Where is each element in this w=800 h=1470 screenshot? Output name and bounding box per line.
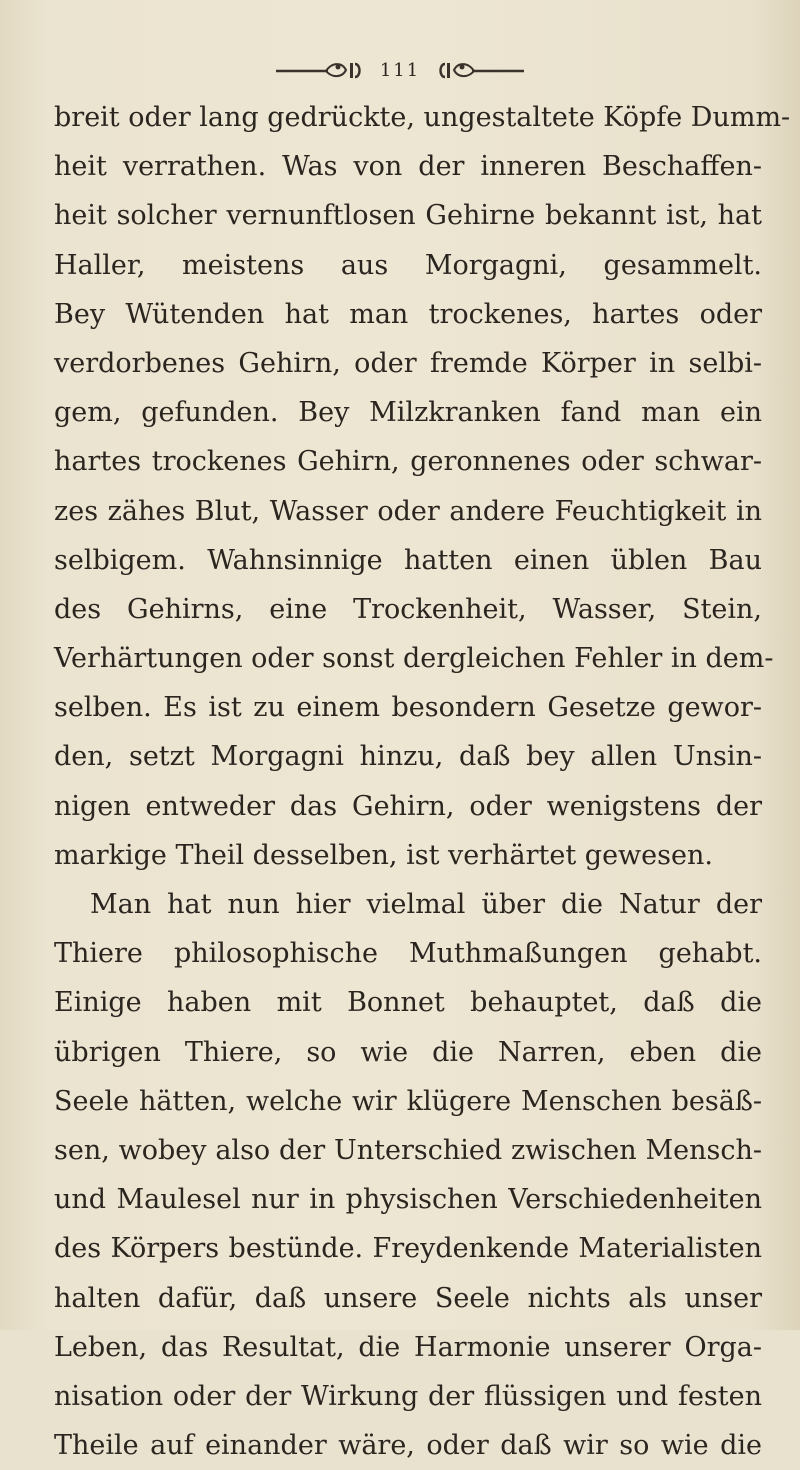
text-line: hartes trockenes Gehirn, geronnenes oder schwar- [54, 446, 762, 478]
page-header [0, 40, 800, 100]
text-line: halten dafür, daß unsere Seele nichts als unser [54, 1282, 762, 1314]
text-line: des Gehirns, eine Trockenheit, Wasser, Stein, [54, 593, 762, 625]
text-line: Verhärtungen oder sonst dergleichen Fehler in dem- [54, 643, 774, 675]
text-line: heit verrathen. Was von der inneren Beschaffen- [54, 151, 762, 183]
text-line: heit solcher vernunftlosen Gehirne bekannt ist, hat [54, 200, 762, 232]
ornament-right-icon [438, 60, 524, 80]
text-line: zes zähes Blut, Wasser oder andere Feuchtigkeit in [54, 495, 762, 527]
text-line: breit oder lang gedrückte, ungestaltete Köpfe Dumm- [54, 102, 791, 133]
page-number: 111 [379, 59, 421, 81]
text-line: markige Theil desselben, ist verhärtet gewesen. [54, 839, 713, 871]
text-line: übrigen Thiere, so wie die Narren, eben die [54, 1036, 762, 1068]
text-line: Einige haben mit Bonnet behauptet, daß die [54, 987, 762, 1019]
text-line: nigen entweder das Gehirn, oder wenigstens der [54, 790, 762, 822]
text-line: Thiere philosophische Muthmaßungen gehabt. [54, 938, 762, 970]
text-line: des Körpers bestünde. Freydenkende Materialisten [54, 1233, 762, 1265]
text-line: selben. Es ist zu einem besondern Gesetze gewor- [54, 692, 762, 724]
text-line: Man hat nun hier vielmal über die Natur der [90, 889, 762, 920]
text-line: verdorbenes Gehirn, oder fremde Körper in selbi- [54, 347, 762, 379]
text-line: gem, gefunden. Bey Milzkranken fand man ein [54, 397, 762, 429]
text-line: Theile auf einander wäre, oder daß wir so wie die [54, 1430, 762, 1462]
text-line: den, setzt Morgagni hinzu, daß bey allen Unsin- [54, 741, 762, 773]
text-line: sen, wobey also der Unterschied zwischen Mensch- [54, 1134, 762, 1166]
text-line: Seele hätten, welche wir klügere Menschen besäß- [54, 1085, 762, 1117]
text-line: Haller, meistens aus Morgagni, gesammelt. [54, 249, 762, 281]
text-line: nisation oder der Wirkung der flüssigen und festen [54, 1380, 762, 1412]
text-line: selbigem. Wahnsinnige hatten einen üblen Bau [54, 544, 762, 576]
ornament-left-icon [276, 60, 362, 80]
text-line: Leben, das Resultat, die Harmonie unserer Orga- [54, 1331, 762, 1363]
body-text [54, 93, 791, 1470]
text-line: Bey Wütenden hat man trockenes, hartes oder [54, 298, 762, 330]
text-line: und Maulesel nur in physischen Verschiedenheiten [54, 1184, 762, 1216]
